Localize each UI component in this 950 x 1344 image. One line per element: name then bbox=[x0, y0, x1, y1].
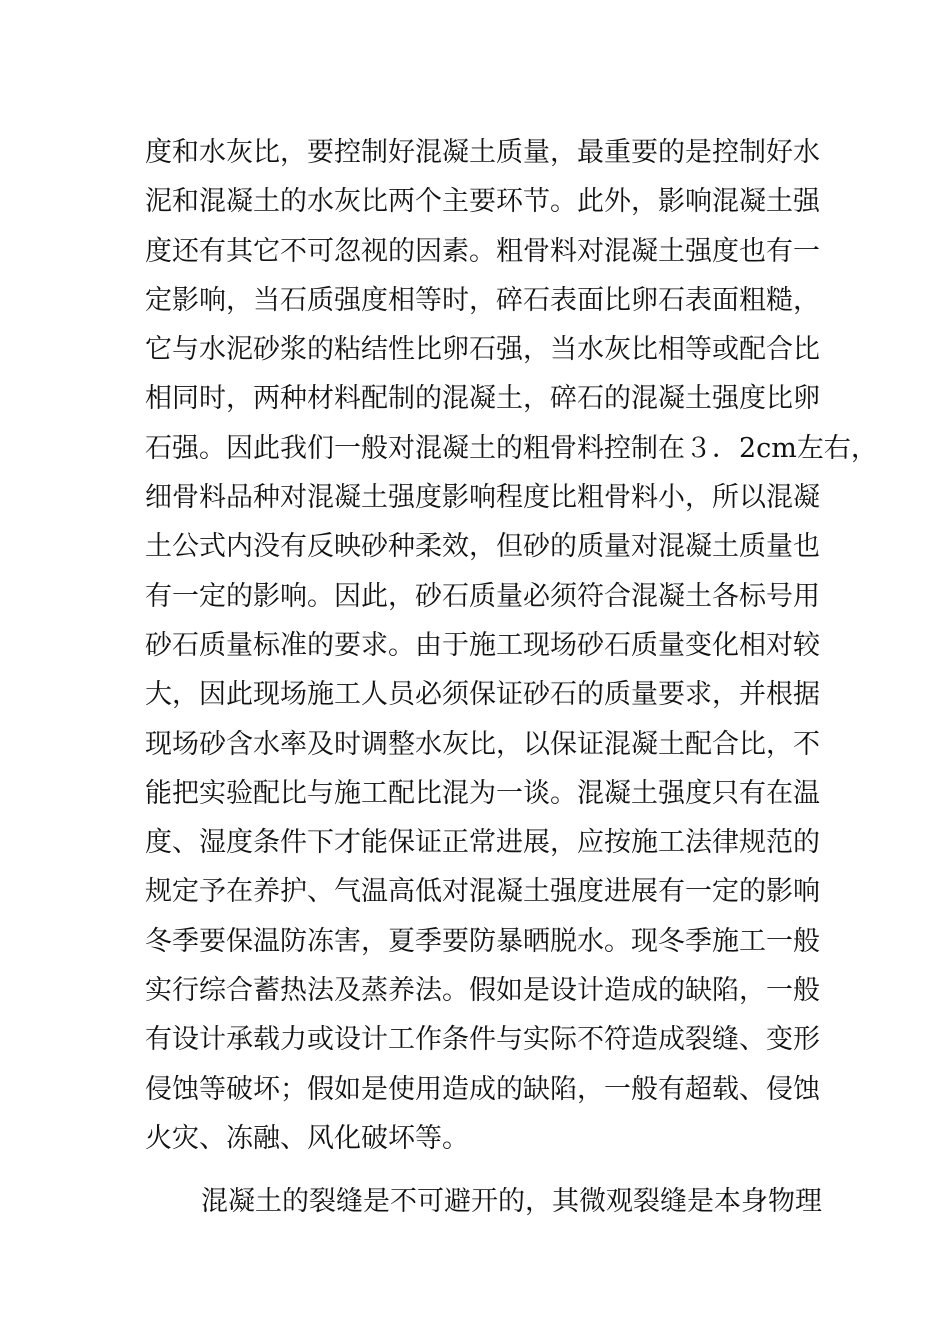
text-line: 混凝土的裂缝是不可避开的，其微观裂缝是本身物理 bbox=[201, 1186, 822, 1218]
text-line: 有设计承载力或设计工作条件与实际不符造成裂缝、变形 bbox=[145, 1024, 820, 1056]
paragraph-gap bbox=[145, 1163, 845, 1177]
text-line: 大，因此现场施工人员必须保证砂石的质量要求，并根据 bbox=[145, 679, 820, 711]
document-body bbox=[145, 128, 878, 1227]
text-line: 度还有其它不可忽视的因素。粗骨料对混凝土强度也有一 bbox=[145, 235, 820, 267]
text-line: 现场砂含水率及时调整水灰比，以保证混凝土配合比，不 bbox=[145, 728, 820, 760]
text-line: 度、湿度条件下才能保证正常进展，应按施工法律规范的 bbox=[145, 827, 820, 859]
text-line: 冬季要保温防冻害，夏季要防暴晒脱水。现冬季施工一般 bbox=[145, 925, 820, 957]
text-line: 土公式内没有反映砂种柔效，但砂的质量对混凝土质量也 bbox=[145, 531, 820, 563]
text-line: 能把实验配比与施工配比混为一谈。混凝土强度只有在温 bbox=[145, 777, 820, 809]
text-line: 规定予在养护、气温高低对混凝土强度进展有一定的影响 bbox=[145, 876, 820, 908]
text-line: 实行综合蓄热法及蒸养法。假如是设计造成的缺陷，一般 bbox=[145, 975, 820, 1007]
text-line: 泥和混凝土的水灰比两个主要环节。此外，影响混凝土强 bbox=[145, 186, 820, 218]
text-line: 定影响，当石质强度相等时，碎石表面比卵石表面粗糙， bbox=[145, 284, 820, 316]
text-line: 它与水泥砂浆的粘结性比卵石强，当水灰比相等或配合比 bbox=[145, 334, 820, 366]
paragraph bbox=[145, 1177, 845, 1226]
paragraph bbox=[145, 128, 878, 1163]
text-line: 有一定的影响。因此，砂石质量必须符合混凝土各标号用 bbox=[145, 580, 820, 612]
text-line: 度和水灰比，要控制好混凝土质量，最重要的是控制好水 bbox=[145, 137, 820, 168]
text-line: 砂石质量标准的要求。由于施工现场砂石质量变化相对较 bbox=[145, 629, 820, 661]
text-line: 侵蚀等破坏；假如是使用造成的缺陷，一般有超载、侵蚀 bbox=[145, 1073, 820, 1105]
text-line: 石强。因此我们一般对混凝土的粗骨料控制在３．2cm左右， bbox=[145, 432, 878, 464]
text-line: 细骨料品种对混凝土强度影响程度比粗骨料小，所以混凝 bbox=[145, 482, 820, 514]
text-line: 火灾、冻融、风化破坏等。 bbox=[145, 1122, 469, 1154]
text-line: 相同时，两种材料配制的混凝土，碎石的混凝土强度比卵 bbox=[145, 383, 820, 415]
